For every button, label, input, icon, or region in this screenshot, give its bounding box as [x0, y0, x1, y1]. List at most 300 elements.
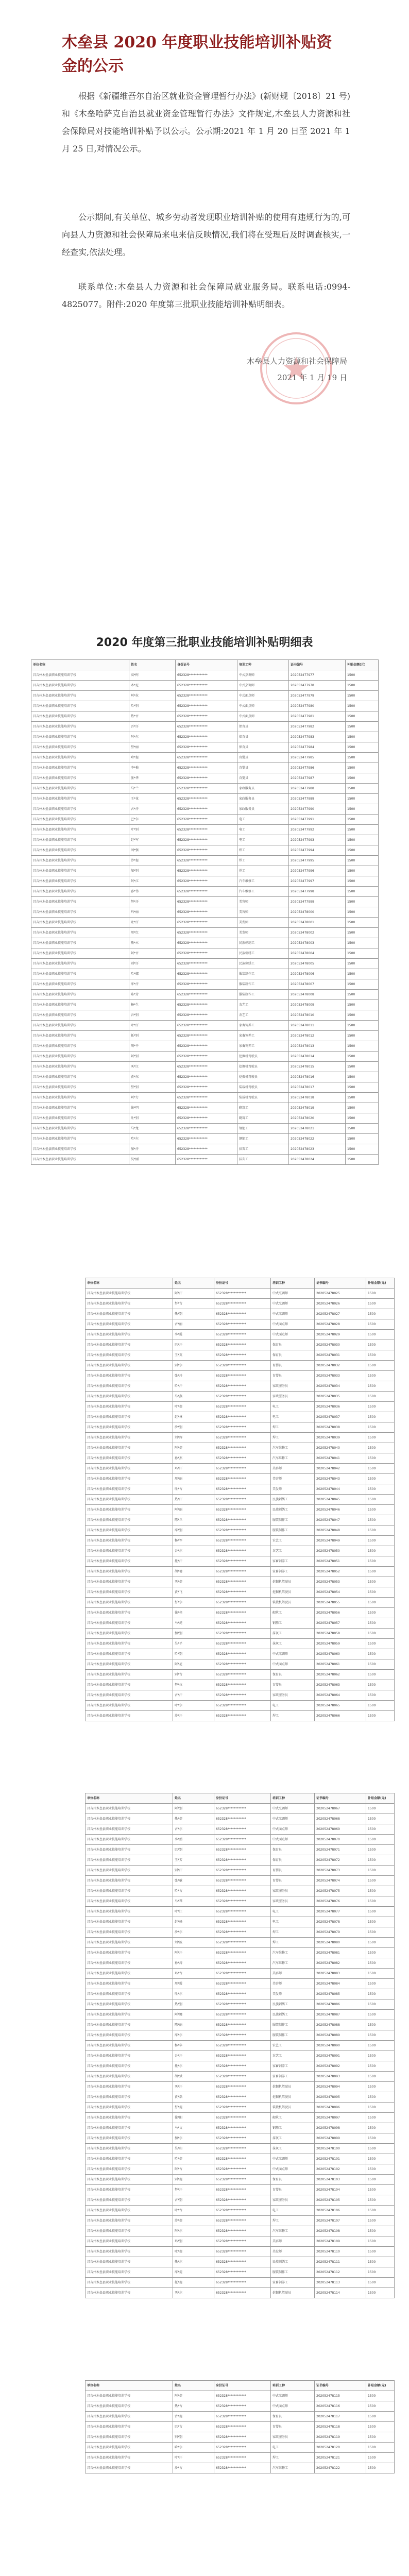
table-cell: 202052477995	[289, 856, 346, 866]
table-cell: 1500	[366, 1309, 395, 1319]
table-cell: 1500	[366, 1495, 395, 1505]
table-cell: 652328************	[214, 1608, 271, 1618]
table-cell: 1500	[366, 1927, 395, 1938]
table-cell: 昌吉州木垒县职业技能培训学校	[86, 2072, 173, 2082]
table-cell: 抹灰工	[271, 1629, 315, 1639]
table-cell: 1500	[366, 1824, 395, 1835]
table-cell: 昌吉州木垒县职业技能培训学校	[86, 1474, 173, 1484]
table-cell: 砌筑工	[237, 1103, 289, 1113]
table-cell: 服装制作工	[271, 2020, 315, 2030]
table-cell: 周*霞	[173, 1979, 214, 1989]
table-row	[31, 701, 379, 711]
table-cell: 吐*尔	[173, 1989, 214, 1999]
table-cell: 电工	[237, 815, 289, 825]
table-header-row	[31, 660, 379, 670]
table-row	[86, 1422, 395, 1433]
table-cell: 202052478074	[315, 1876, 366, 1886]
table-cell: 1500	[366, 2401, 395, 2412]
table-row	[31, 856, 379, 866]
table-cell: 1500	[366, 2391, 395, 2401]
subsidy-table	[85, 1793, 395, 2298]
table-cell: 1500	[346, 681, 379, 691]
table-row	[31, 1103, 379, 1113]
table-row	[86, 1402, 395, 1412]
column-header: 单位名称	[31, 660, 129, 670]
table-row	[31, 711, 379, 722]
table-cell: 叶*古	[173, 2206, 214, 2216]
table-cell: 昌吉州木垒县职业技能培训学校	[86, 2133, 173, 2144]
table-cell: 昌吉州木垒县职业技能培训学校	[31, 969, 129, 979]
table-cell: 1500	[346, 835, 379, 845]
table-cell: 1500	[366, 1989, 395, 1999]
table-cell: 加*别	[129, 866, 176, 876]
table-cell: 1500	[366, 1969, 395, 1979]
table-cell: 昌吉州木垒县职业技能培训学校	[86, 2123, 173, 2133]
table-cell: 202052478048	[315, 1526, 366, 1536]
table-cell: 叶*尔	[173, 1701, 214, 1711]
table-cell: 202052478089	[315, 2030, 366, 2041]
table-cell: 1500	[366, 1876, 395, 1886]
table-cell: 昌吉州木垒县职业技能培训学校	[31, 1041, 129, 1052]
table-cell: 652328************	[214, 2030, 271, 2041]
table-cell: 高*阿	[129, 670, 176, 681]
table-cell: 652328************	[176, 711, 237, 722]
table-row	[86, 2041, 395, 2051]
table-cell: 202052478065	[315, 1701, 366, 1711]
table-cell: 652328************	[214, 1350, 271, 1361]
table-cell: 652328************	[214, 1464, 271, 1474]
table-cell: 中式面点师	[271, 2401, 315, 2412]
table-cell: 巴*汗	[173, 1340, 214, 1350]
table-cell: 昌吉州木垒县职业技能培训学校	[86, 1577, 173, 1587]
table-cell: 昌吉州木垒县职业技能培训学校	[31, 825, 129, 835]
table-cell: 昌吉州木垒县职业技能培训学校	[31, 815, 129, 825]
table-cell: 玛*丽	[129, 907, 176, 918]
table-cell: 202052478055	[315, 1598, 366, 1608]
table-cell: 1500	[366, 1381, 395, 1392]
table-cell: 中式烹调师	[271, 1814, 315, 1824]
column-header: 证书编号	[315, 1278, 366, 1289]
table-cell: 1500	[366, 1701, 395, 1711]
table-row	[31, 732, 379, 742]
table-row	[31, 918, 379, 928]
table-cell: 玛*汗	[173, 1464, 214, 1474]
table-row	[86, 1649, 395, 1659]
table-cell: 202052478071	[315, 1845, 366, 1855]
table-cell: 家政服务员	[271, 1896, 315, 1907]
table-cell: 昌吉州木垒县职业技能培训学校	[86, 2051, 173, 2061]
table-cell: 202052477990	[289, 804, 346, 815]
table-cell: 202052478082	[315, 1958, 366, 1969]
table-cell: 加*汗	[129, 1144, 176, 1155]
table-cell: 美容师	[237, 907, 289, 918]
table-cell: 652328************	[214, 2041, 271, 2051]
table-cell: 202052478038	[315, 1422, 366, 1433]
table-cell: 昌吉州木垒县职业技能培训学校	[86, 1649, 173, 1659]
table-cell: 1500	[366, 2443, 395, 2453]
table-cell: 1500	[366, 2051, 395, 2061]
table-cell: 1500	[346, 938, 379, 948]
table-cell: 民族刺绣工	[271, 1505, 315, 1515]
table-cell: 民族刺绣工	[271, 1495, 315, 1505]
table-cell: 美发师	[271, 1484, 315, 1495]
table-cell: 652328************	[214, 1402, 271, 1412]
table-row	[86, 1350, 395, 1361]
table-cell: 202052478081	[315, 1948, 366, 1958]
table-cell: 1500	[346, 784, 379, 794]
table-cell: 1500	[346, 918, 379, 928]
table-cell: 马*龙	[129, 1124, 176, 1134]
table-cell: 1500	[366, 1453, 395, 1464]
table-cell: 赵*林	[173, 1412, 214, 1422]
table-cell: 202052478067	[315, 1804, 366, 1814]
table-cell: 652328************	[176, 1103, 237, 1113]
table-row	[86, 2010, 395, 2020]
table-cell: 202052478056	[315, 1608, 366, 1618]
table-cell: 652328************	[176, 1021, 237, 1031]
table-cell: 652328************	[214, 1309, 271, 1319]
table-cell: 652328************	[176, 918, 237, 928]
table-cell: 昌吉州木垒县职业技能培训学校	[86, 2010, 173, 2020]
table-cell: 202052478030	[315, 1340, 366, 1350]
table-cell: 202052478113	[315, 2278, 366, 2288]
table-row	[31, 1031, 379, 1041]
table-cell: 1500	[346, 907, 379, 918]
table-cell: 1500	[346, 948, 379, 959]
table-cell: 1500	[366, 2133, 395, 2144]
table-cell: 吐*提	[173, 2247, 214, 2257]
table-cell: 1500	[366, 1680, 395, 1690]
table-cell: 1500	[366, 1855, 395, 1866]
table-cell: 美发师	[271, 2247, 315, 2257]
table-row	[86, 2175, 395, 2185]
table-cell: 中式面点师	[237, 711, 289, 722]
table-cell: 焊工	[271, 1422, 315, 1433]
table-cell: 1500	[366, 2432, 395, 2443]
table-cell: 652328************	[214, 2236, 271, 2247]
table-cell: 叶*提	[173, 1402, 214, 1412]
table-cell: 652328************	[214, 2288, 271, 2298]
table-cell: 1500	[366, 1577, 395, 1587]
table-cell: 昌吉州木垒县职业技能培训学校	[31, 835, 129, 845]
table-cell: 202052478100	[315, 2144, 366, 2154]
table-cell: 652328************	[214, 2206, 271, 2216]
table-row	[86, 1866, 395, 1876]
table-cell: 焊工	[271, 2216, 315, 2226]
table-cell: 昌吉州木垒县职业技能培训学校	[86, 1422, 173, 1433]
table-row	[31, 897, 379, 907]
table-cell: 服装制作工	[271, 1526, 315, 1536]
table-cell: 1500	[366, 1556, 395, 1567]
table-cell: 古*别	[173, 2195, 214, 2206]
table-cell: 昌吉州木垒县职业技能培训学校	[86, 1659, 173, 1670]
table-cell: 652328************	[214, 1866, 271, 1876]
table-cell: 努*丽	[129, 742, 176, 753]
table-cell: 202052478103	[315, 2175, 366, 2185]
table-cell: 202052478084	[315, 1979, 366, 1989]
table-cell: 202052477996	[289, 866, 346, 876]
column-header: 姓名	[129, 660, 176, 670]
table-cell: 昌吉州木垒县职业技能培训学校	[31, 732, 129, 742]
table-cell: 202052478105	[315, 2195, 366, 2206]
table-cell: 652328************	[214, 1711, 271, 1721]
table-cell: 1500	[366, 1629, 395, 1639]
table-cell: 农艺工	[271, 2051, 315, 2061]
table-cell: 钢筋工	[271, 2123, 315, 2133]
table-cell: 沙*尔	[173, 1927, 214, 1938]
table-cell: 李*霞	[173, 1330, 214, 1340]
table-cell: 652328************	[214, 2175, 271, 2185]
table-cell: 652328************	[176, 1134, 237, 1144]
table-cell: 202052478002	[289, 928, 346, 938]
table-cell: 胡*平	[129, 1041, 176, 1052]
table-cell: 张*敏	[173, 1876, 214, 1886]
table-cell: 1500	[366, 2092, 395, 2103]
table-cell: 652328************	[176, 845, 237, 856]
table-row	[86, 1567, 395, 1577]
table-row	[86, 2422, 395, 2432]
table-cell: 昌吉州木垒县职业技能培训学校	[86, 1711, 173, 1721]
table-cell: 652328************	[214, 1587, 271, 1598]
table-cell: 1500	[366, 1649, 395, 1659]
column-header: 姓名	[173, 2381, 214, 2391]
table-cell: 昌吉州木垒县职业技能培训学校	[86, 1598, 173, 1608]
table-cell: 202052477978	[289, 681, 346, 691]
table-cell: 昌吉州木垒县职业技能培训学校	[86, 1896, 173, 1907]
table-cell: 1500	[366, 1536, 395, 1546]
table-cell: 202052478047	[315, 1515, 366, 1526]
notice-title: 木垒县 2020 年度职业技能培训补贴资金的公示	[62, 33, 332, 75]
table-cell: 652328************	[176, 1062, 237, 1072]
notice-paragraph: 公示期间,有关单位、城乡劳动者发现职业培训补贴的使用有违规行为的,可向县人力资源和社会保障局来电来信反映情况,我们将在受理后及时调查核实,一经查实,依法处理。	[62, 212, 350, 257]
table-cell: 昌吉州木垒县职业技能培训学校	[31, 938, 129, 948]
table-cell: 1500	[366, 1350, 395, 1361]
table-cell: 吐*别	[129, 1113, 176, 1124]
table-cell: 202052478080	[315, 1938, 366, 1948]
table-cell: 徐*阳	[173, 2113, 214, 2123]
table-cell: 周*丽	[173, 1474, 214, 1484]
table-cell: 652328************	[214, 1289, 271, 1299]
table-row	[31, 1124, 379, 1134]
table-cell: 1500	[346, 1113, 379, 1124]
table-cell: 昌吉州木垒县职业技能培训学校	[86, 1587, 173, 1598]
table-cell: 焊工	[237, 856, 289, 866]
table-row	[86, 1969, 395, 1979]
table-cell: 202052477980	[289, 701, 346, 711]
table-cell: 652328************	[176, 742, 237, 753]
table-cell: 202052477994	[289, 845, 346, 856]
table-cell: 652328************	[214, 2257, 271, 2267]
table-cell: 民族刺绣工	[271, 1999, 315, 2010]
table-cell: 保育员	[271, 2412, 315, 2422]
table-cell: 202052478117	[315, 2412, 366, 2422]
table-cell: 202052478029	[315, 1330, 366, 1340]
table-cell: 挖掘机驾驶员	[271, 2092, 315, 2103]
table-cell: 202052478083	[315, 1969, 366, 1979]
table-cell: 652328************	[214, 1999, 271, 2010]
table-cell: 1500	[346, 969, 379, 979]
table-row	[86, 1299, 395, 1309]
table-cell: 电工	[271, 1907, 315, 1917]
table-cell: 1500	[366, 2175, 395, 2185]
table-cell: 652328************	[214, 2092, 271, 2103]
table-row	[86, 1629, 395, 1639]
table-cell: 1500	[346, 1103, 379, 1113]
table-cell: 652328************	[214, 1515, 271, 1526]
table-cell: 孙*涛	[173, 1958, 214, 1969]
table-cell: 652328************	[214, 1680, 271, 1690]
table-cell: 652328************	[214, 1639, 271, 1649]
table-row	[31, 1062, 379, 1072]
table-cell: 家畜饲养工	[271, 2061, 315, 2072]
table-cell: 202052478028	[315, 1319, 366, 1330]
table-cell: 652328************	[214, 1670, 271, 1680]
table-cell: 652328************	[214, 2195, 271, 2206]
table-cell: 202052478073	[315, 1866, 366, 1876]
table-cell: 民族刺绣工	[237, 938, 289, 948]
table-cell: 202052478036	[315, 1402, 366, 1412]
table-cell: 昌吉州木垒县职业技能培训学校	[31, 742, 129, 753]
table-cell: 昌吉州木垒县职业技能培训学校	[31, 1124, 129, 1134]
table-cell: 1500	[346, 1082, 379, 1093]
table-cell: 昌吉州木垒县职业技能培训学校	[31, 753, 129, 763]
table-cell: 阿*娜	[173, 2010, 214, 2020]
table-cell: 昌吉州木垒县职业技能培训学校	[86, 1340, 173, 1350]
table-row	[86, 2247, 395, 2257]
table-row	[86, 2123, 395, 2133]
table-cell: 1500	[366, 1886, 395, 1896]
table-cell: 育婴员	[271, 1876, 315, 1886]
table-row	[86, 1690, 395, 1701]
table-cell: 652328************	[214, 1495, 271, 1505]
table-cell: 徐*亮	[173, 1608, 214, 1618]
table-row	[31, 969, 379, 979]
table-cell: 202052477988	[289, 784, 346, 794]
table-cell: 马*燕	[173, 1392, 214, 1402]
table-row	[86, 2391, 395, 2401]
table-cell: 652328************	[214, 1690, 271, 1701]
table-cell: 哈*提	[173, 2154, 214, 2164]
table-cell: 昌吉州木垒县职业技能培训学校	[86, 2144, 173, 2154]
table-cell: 202052477992	[289, 825, 346, 835]
table-cell: 1500	[366, 2072, 395, 2082]
table-cell: 哈*古	[173, 1886, 214, 1896]
table-cell: 652328************	[214, 1371, 271, 1381]
table-cell: 202052478041	[315, 1453, 366, 1464]
table-cell: 1500	[366, 2257, 395, 2267]
column-header: 身份证号	[176, 660, 237, 670]
table-cell: 美容师	[271, 1979, 315, 1989]
table-cell: 202052478120	[315, 2443, 366, 2453]
table-cell: 昌吉州木垒县职业技能培训学校	[31, 1000, 129, 1010]
table-cell: 202052478119	[315, 2432, 366, 2443]
table-cell: 中式面点师	[271, 1824, 315, 1835]
table-cell: 202052478046	[315, 1505, 366, 1515]
table-row	[86, 1896, 395, 1907]
table-cell: 202052478068	[315, 1814, 366, 1824]
table-cell: 202052478085	[315, 1989, 366, 1999]
table-cell: 吾*汗	[129, 722, 176, 732]
table-row	[86, 2195, 395, 2206]
table-cell: 652328************	[176, 835, 237, 845]
table-cell: 昌吉州木垒县职业技能培训学校	[86, 2412, 173, 2422]
table-cell: 202052478104	[315, 2185, 366, 2195]
table-cell: 652328************	[214, 1938, 271, 1948]
table-cell: 努*汗	[129, 897, 176, 907]
table-cell: 1500	[366, 1659, 395, 1670]
table-cell: 农艺工	[271, 1536, 315, 1546]
table-cell: 202052478037	[315, 1412, 366, 1422]
table-cell: 托*尔	[173, 2061, 214, 2072]
table-cell: 652328************	[214, 1412, 271, 1422]
table-cell: 1500	[366, 1319, 395, 1330]
table-cell: 昌吉州木垒县职业技能培训学校	[86, 2247, 173, 2257]
table-cell: 民族刺绣工	[237, 959, 289, 969]
table-cell: 农艺工	[271, 2041, 315, 2051]
table-cell: 努*汗	[173, 2185, 214, 2195]
table-row	[86, 2072, 395, 2082]
table-cell: 昌吉州木垒县职业技能培训学校	[31, 804, 129, 815]
table-cell: 装载机驾驶员	[237, 1082, 289, 1093]
table-cell: 1500	[346, 1041, 379, 1052]
table-title: 2020 年度第三批职业技能培训补贴明细表	[96, 636, 313, 649]
table-cell: 652328************	[214, 2072, 271, 2082]
table-cell: 202052478096	[315, 2103, 366, 2113]
table-cell: 652328************	[176, 753, 237, 763]
table-cell: 202052478018	[289, 1093, 346, 1103]
table-cell: 昌吉州木垒县职业技能培训学校	[31, 670, 129, 681]
table-cell: 1500	[366, 2020, 395, 2030]
table-cell: 652328************	[214, 2010, 271, 2020]
table-cell: 652328************	[214, 1701, 271, 1711]
table-row	[86, 1361, 395, 1371]
table-cell: 652328************	[214, 1989, 271, 1999]
table-cell: 1500	[366, 1938, 395, 1948]
table-row	[86, 2051, 395, 2061]
table-cell: 热*尔	[173, 2257, 214, 2267]
table-cell: 1500	[366, 1639, 395, 1649]
table-cell: 202052478059	[315, 1639, 366, 1649]
table-cell: 1500	[366, 2103, 395, 2113]
table-cell: 昌吉州木垒县职业技能培训学校	[86, 1536, 173, 1546]
table-cell: 202052478076	[315, 1896, 366, 1907]
table-cell: 1500	[366, 1896, 395, 1907]
table-cell: 昌吉州木垒县职业技能培训学校	[31, 1082, 129, 1093]
table-cell: 652328************	[176, 938, 237, 948]
table-cell: 努*提	[173, 2103, 214, 2113]
table-cell: 202052478014	[289, 1052, 346, 1062]
table-cell: 昌吉州木垒县职业技能培训学校	[31, 876, 129, 887]
table-cell: 202052478010	[289, 1010, 346, 1021]
table-row	[86, 1577, 395, 1587]
table-cell: 中式面点师	[271, 1659, 315, 1670]
table-cell: 玛*别	[173, 2236, 214, 2247]
signature-organization: 木垒县人力资源和社会保障局	[246, 357, 347, 366]
table-cell: 保育员	[271, 1340, 315, 1350]
table-cell: 吐*古	[173, 1484, 214, 1495]
table-cell: 昌吉州木垒县职业技能培训学校	[86, 1670, 173, 1680]
table-cell: 昌吉州木垒县职业技能培训学校	[86, 1989, 173, 1999]
table-cell: 李*娟	[173, 1835, 214, 1845]
table-cell: 昌吉州木垒县职业技能培训学校	[31, 1010, 129, 1021]
table-cell: 昌吉州木垒县职业技能培训学校	[86, 1299, 173, 1309]
table-cell: 昌吉州木垒县职业技能培训学校	[31, 866, 129, 876]
table-cell: 昌吉州木垒县职业技能培训学校	[31, 1021, 129, 1031]
table-row	[86, 2453, 395, 2463]
table-cell: 1500	[346, 1021, 379, 1031]
table-cell: 202052478017	[289, 1082, 346, 1093]
table-cell: 吐*汗	[129, 918, 176, 928]
